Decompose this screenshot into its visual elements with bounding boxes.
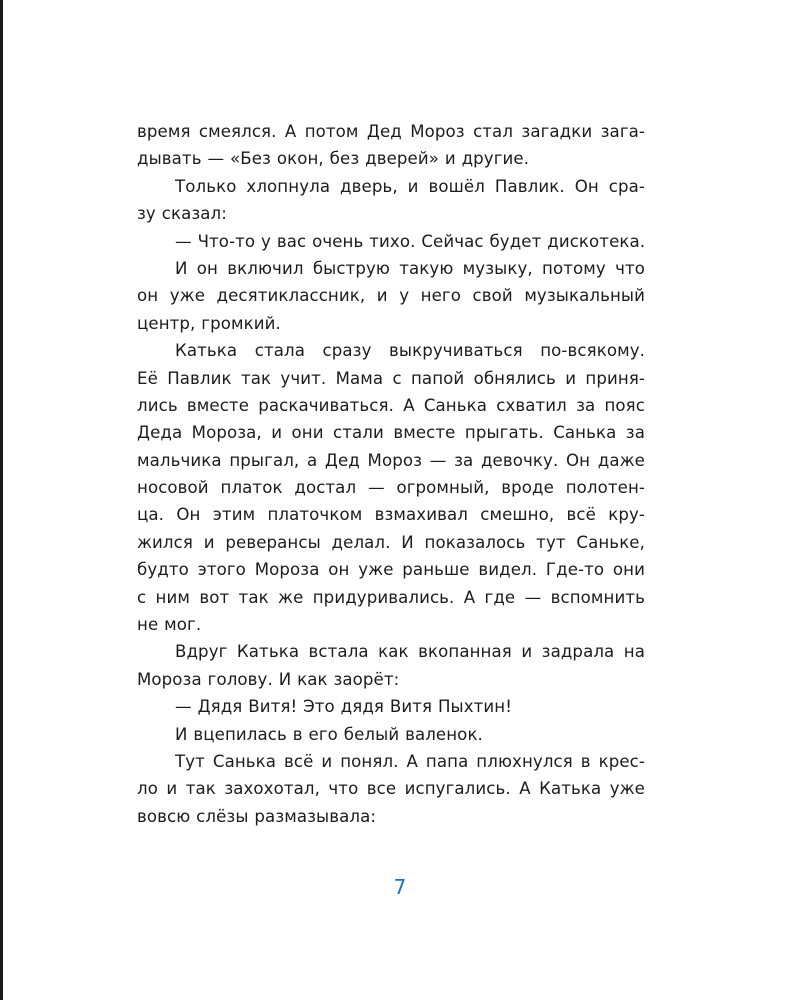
text-line: дывать — «Без окон, без дверей» и другие. [137,149,530,169]
text-line: время смеялся. А потом Дед Мороз стал загадки зага- [137,122,645,141]
text-line: ца. Он этим платочком взмахивал смешно, всё кру- [137,505,645,525]
text-line: — Дядя Витя! Это дядя Витя Пыхтин! [175,697,512,717]
text-line: жился и реверансы делал. И показалось тут Саньке, [137,532,645,552]
text-line: ло и так захохотал, что все испугались. А Катька уже [137,779,645,799]
page-number: 7 [393,875,407,899]
text-line: лись вместе раскачиваться. А Санька схватил за пояс [137,395,645,415]
text-line: не мог. [137,615,202,635]
text-line: Деда Мороза, и они стали вместе прыгать. Санька за [137,423,645,443]
text-line: И он включил быструю такую музыку, потому что [175,258,645,278]
text-line: с ним вот так же придуривались. А где — вспомнить [137,587,645,607]
text-line: центр, громкий. [137,313,281,333]
text-line: — Что-то у вас очень тихо. Сейчас будет дискотека. [175,231,646,251]
text-line: Вдруг Катька встала как вкопанная и задрала на [175,642,645,662]
text-line: носовой платок достал — огромный, вроде полотен- [137,478,645,498]
text-line: он уже десятиклассник, и у него свой музыкальный [137,286,645,306]
text-line: Тут Санька всё и понял. А папа плюхнулся в крес- [175,751,645,771]
text-line: Её Павлик так учит. Мама с папой обнялись и приня- [137,368,645,388]
text-line: Только хлопнула дверь, и вошёл Павлик. Он сра- [175,176,645,196]
text-line: мальчика прыгал, а Дед Мороз — за девочку. Он даже [137,450,645,470]
body-text [137,118,645,830]
text-line: Мороза голову. И как заорёт: [137,669,400,689]
text-line: Катька стала сразу выкручиваться по-всякому. [175,341,645,361]
text-line: вовсю слёзы размазывала: [137,806,377,826]
text-line: зу сказал: [137,204,227,224]
text-line: будто этого Мороза он уже раньше видел. Где-то они [137,560,645,580]
text-line: И вцепилась в его белый валенок. [175,724,483,744]
page-left-edge [0,0,3,1000]
